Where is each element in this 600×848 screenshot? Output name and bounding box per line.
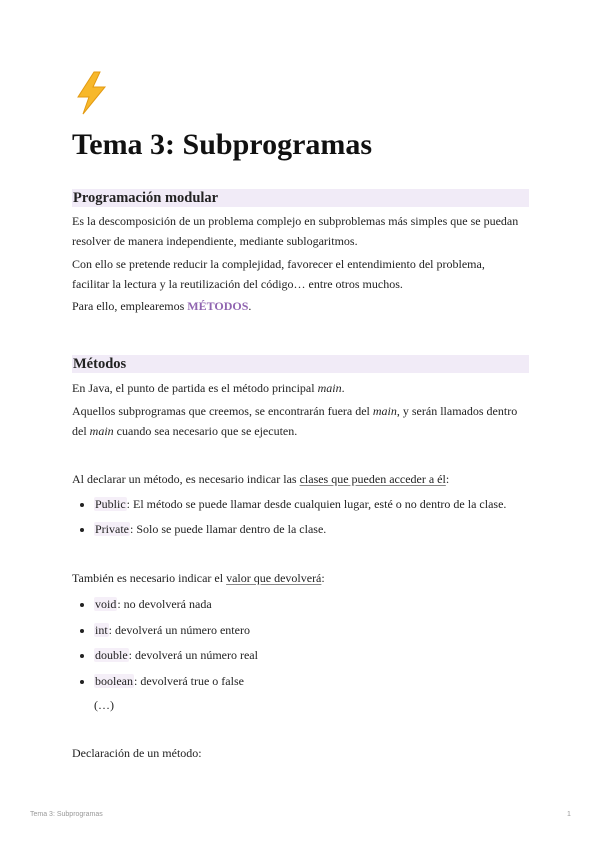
section-heading-metodos: Métodos	[72, 355, 529, 373]
list-item-desc: : Solo se puede llamar dentro de la clase.	[130, 522, 327, 536]
footer-title: Tema 3: Subprogramas	[30, 811, 103, 818]
keyword-void: void	[95, 597, 117, 611]
bullet	[80, 528, 84, 532]
metodos-p2-line1	[72, 404, 517, 419]
metodos-p1	[72, 381, 345, 396]
list-item-desc: : devolverá true o false	[134, 674, 244, 688]
metodos-p1-text: En Java, el punto de partida es el método principal	[72, 381, 318, 395]
metodos-p2-line2-text: del	[72, 424, 90, 438]
bullet	[80, 629, 84, 633]
modular-p1-line1: Es la descomposición de un problema complejo en subproblemas más simples que se puedan	[72, 214, 519, 228]
modular-p3	[72, 299, 251, 314]
main-keyword: main	[89, 424, 114, 438]
keyword-private: Private	[95, 522, 129, 536]
main-keyword: main	[317, 381, 342, 395]
modular-p2-line2: facilitar la lectura y la reutilización del código… entre otros muchos.	[72, 277, 403, 291]
list-item-desc: : devolverá un número entero	[108, 623, 250, 637]
metodos-highlight: MÉTODOS	[187, 299, 249, 313]
list-item-desc: : no devolverá nada	[117, 597, 212, 611]
declaration-text: Declaración de un método:	[72, 746, 202, 760]
access-intro	[72, 472, 449, 487]
lightning-icon	[72, 70, 112, 116]
access-underlined: clases que pueden acceder a él	[299, 472, 446, 486]
keyword-double: double	[95, 648, 128, 662]
access-intro-text: Al declarar un método, es necesario indicar las	[72, 472, 300, 486]
bullet	[80, 603, 84, 607]
main-keyword: main	[372, 404, 397, 418]
modular-p3-end: .	[248, 299, 252, 313]
page-number: 1	[567, 811, 571, 818]
modular-p1-line2: resolver de manera independiente, mediante sublogaritmos.	[72, 234, 358, 248]
list-item-double	[94, 648, 258, 663]
bullet	[80, 503, 84, 507]
keyword-public: Public	[95, 497, 126, 511]
list-item-boolean	[94, 674, 244, 689]
return-intro	[72, 571, 325, 586]
list-item-desc: : devolverá un número real	[128, 648, 258, 662]
section-heading-modular: Programación modular	[72, 189, 529, 207]
modular-p2-line1: Con ello se pretende reducir la complejidad, favorecer el entendimiento del problema,	[72, 257, 485, 271]
keyword-int: int	[95, 623, 108, 637]
metodos-p2-line2-end: cuando sea necesario que se ejecuten.	[113, 424, 298, 438]
metodos-p2-line2	[72, 424, 297, 439]
return-underlined: valor que devolverá	[226, 571, 322, 585]
keyword-boolean: boolean	[95, 674, 133, 688]
ellipsis-text: (…)	[94, 698, 114, 712]
metodos-p1-end: .	[341, 381, 345, 395]
return-intro-text: También es necesario indicar el	[72, 571, 227, 585]
list-item-private	[94, 522, 326, 537]
modular-p3-text: Para ello, emplearemos	[72, 299, 188, 313]
list-item-public	[94, 497, 506, 512]
access-intro-end: :	[445, 472, 450, 486]
list-item-void	[94, 597, 212, 612]
page-title: Tema 3: Subprogramas	[72, 128, 373, 161]
return-intro-end: :	[321, 571, 325, 585]
bullet	[80, 654, 84, 658]
metodos-p2-text: Aquellos subprogramas que creemos, se encontrarán fuera del	[72, 404, 373, 418]
bullet	[80, 680, 84, 684]
metodos-p2-end: , y serán llamados dentro	[396, 404, 518, 418]
list-item-desc: : El método se puede llamar desde cualquien lugar, esté o no dentro de la clase.	[126, 497, 507, 511]
list-item-int	[94, 623, 250, 638]
